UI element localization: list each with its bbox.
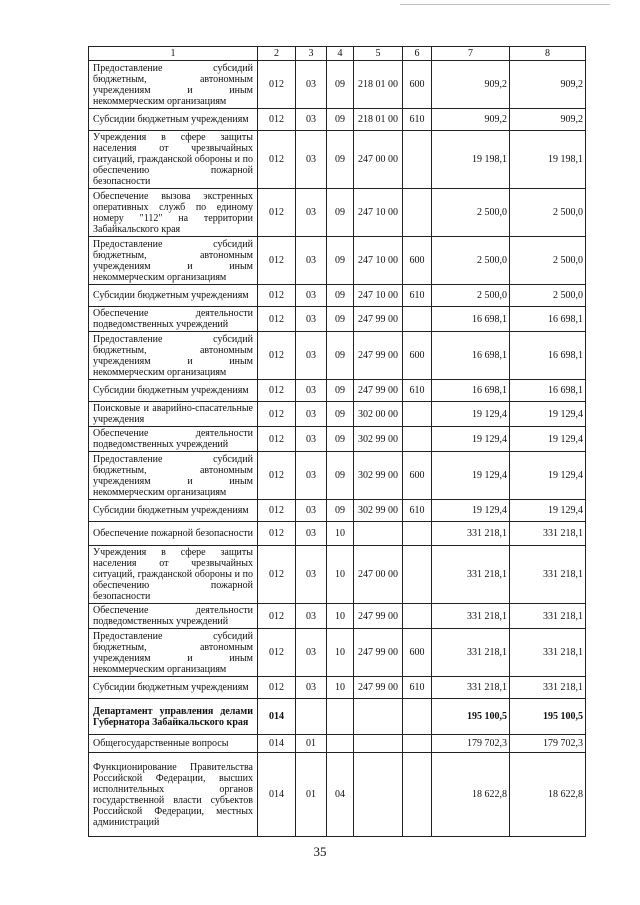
section-code-cell: 03 <box>296 109 327 131</box>
row-name-cell: Обеспечение деятельности подведомственных учреждений <box>89 427 258 452</box>
chapter-code-cell: 012 <box>258 546 296 604</box>
table-body <box>89 61 586 837</box>
amount-total-cell: 331 218,1 <box>510 604 586 629</box>
amount-cell: 19 129,4 <box>432 452 510 500</box>
table-row <box>89 189 586 237</box>
column-header: 5 <box>354 47 403 61</box>
expense-type-cell: 600 <box>403 629 432 677</box>
amount-cell: 19 129,4 <box>432 402 510 427</box>
amount-total-cell: 179 702,3 <box>510 735 586 753</box>
target-article-cell: 302 99 00 <box>354 500 403 522</box>
expense-type-cell <box>403 699 432 735</box>
column-header: 1 <box>89 47 258 61</box>
row-name-cell: Предоставление субсидий бюджетным, автономным учреждениям и иным некоммерческим организациям <box>89 237 258 285</box>
row-name-cell: Обеспечение пожарной безопасности <box>89 522 258 546</box>
section-code-cell: 03 <box>296 61 327 109</box>
column-header: 6 <box>403 47 432 61</box>
row-name-cell: Субсидии бюджетным учреждениям <box>89 285 258 307</box>
amount-total-cell: 19 129,4 <box>510 452 586 500</box>
amount-total-cell: 19 129,4 <box>510 402 586 427</box>
row-name-cell: Общегосударственные вопросы <box>89 735 258 753</box>
amount-total-cell: 2 500,0 <box>510 189 586 237</box>
amount-total-cell: 16 698,1 <box>510 380 586 402</box>
table-row <box>89 427 586 452</box>
chapter-code-cell: 012 <box>258 285 296 307</box>
section-code-cell: 03 <box>296 237 327 285</box>
expense-type-cell <box>403 735 432 753</box>
expense-type-cell: 600 <box>403 452 432 500</box>
amount-cell: 19 198,1 <box>432 131 510 189</box>
subsection-code-cell: 09 <box>327 61 354 109</box>
row-name-cell: Обеспечение деятельности подведомственных учреждений <box>89 604 258 629</box>
table-row <box>89 522 586 546</box>
expense-type-cell: 610 <box>403 285 432 307</box>
amount-total-cell: 16 698,1 <box>510 307 586 332</box>
amount-total-cell: 331 218,1 <box>510 629 586 677</box>
section-code-cell: 03 <box>296 380 327 402</box>
section-code-cell <box>296 699 327 735</box>
target-article-cell <box>354 753 403 837</box>
section-code-cell: 03 <box>296 402 327 427</box>
target-article-cell <box>354 735 403 753</box>
subsection-code-cell: 09 <box>327 307 354 332</box>
row-name-cell: Обеспечение деятельности подведомственных учреждений <box>89 307 258 332</box>
amount-total-cell: 19 198,1 <box>510 131 586 189</box>
row-name-cell: Предоставление субсидий бюджетным, автономным учреждениям и иным некоммерческим организациям <box>89 629 258 677</box>
section-code-cell: 03 <box>296 332 327 380</box>
subsection-code-cell: 09 <box>327 285 354 307</box>
column-header: 7 <box>432 47 510 61</box>
row-name-cell: Учреждения в сфере защиты населения от чрезвычайных ситуаций, гражданской обороны и по обеспечению пожарной безопасности <box>89 131 258 189</box>
chapter-code-cell: 012 <box>258 500 296 522</box>
chapter-code-cell: 012 <box>258 109 296 131</box>
amount-cell: 179 702,3 <box>432 735 510 753</box>
budget-table <box>88 46 586 837</box>
table-row <box>89 285 586 307</box>
amount-cell: 2 500,0 <box>432 285 510 307</box>
row-name-cell: Учреждения в сфере защиты населения от чрезвычайных ситуаций, гражданской обороны и по обеспечению пожарной безопасности <box>89 546 258 604</box>
amount-total-cell: 16 698,1 <box>510 332 586 380</box>
target-article-cell: 302 99 00 <box>354 427 403 452</box>
chapter-code-cell: 012 <box>258 380 296 402</box>
expense-type-cell <box>403 307 432 332</box>
table-row <box>89 131 586 189</box>
amount-total-cell: 2 500,0 <box>510 285 586 307</box>
table-row <box>89 452 586 500</box>
table-row <box>89 61 586 109</box>
target-article-cell: 247 99 00 <box>354 380 403 402</box>
chapter-code-cell: 012 <box>258 629 296 677</box>
subsection-code-cell: 10 <box>327 604 354 629</box>
table-row <box>89 307 586 332</box>
table-row <box>89 332 586 380</box>
target-article-cell: 247 99 00 <box>354 332 403 380</box>
target-article-cell: 247 99 00 <box>354 604 403 629</box>
subsection-code-cell: 09 <box>327 109 354 131</box>
target-article-cell: 247 00 00 <box>354 131 403 189</box>
chapter-code-cell: 012 <box>258 237 296 285</box>
expense-type-cell <box>403 522 432 546</box>
amount-total-cell: 909,2 <box>510 61 586 109</box>
target-article-cell: 218 01 00 <box>354 61 403 109</box>
section-code-cell: 03 <box>296 189 327 237</box>
table-row <box>89 237 586 285</box>
page-number: 35 <box>313 844 327 859</box>
amount-total-cell: 195 100,5 <box>510 699 586 735</box>
row-name-cell: Субсидии бюджетным учреждениям <box>89 109 258 131</box>
expense-type-cell <box>403 402 432 427</box>
subsection-code-cell: 10 <box>327 522 354 546</box>
table-row <box>89 753 586 837</box>
section-code-cell: 03 <box>296 500 327 522</box>
section-code-cell: 03 <box>296 522 327 546</box>
section-code-cell: 03 <box>296 285 327 307</box>
row-name-cell: Предоставление субсидий бюджетным, автономным учреждениям и иным некоммерческим организациям <box>89 332 258 380</box>
amount-total-cell: 19 129,4 <box>510 500 586 522</box>
scan-edge-mark <box>400 4 610 7</box>
column-header: 8 <box>510 47 586 61</box>
table-row <box>89 604 586 629</box>
section-code-cell: 03 <box>296 604 327 629</box>
subsection-code-cell <box>327 735 354 753</box>
target-article-cell: 302 99 00 <box>354 452 403 500</box>
subsection-code-cell: 09 <box>327 237 354 285</box>
table-header-row <box>89 47 586 61</box>
amount-cell: 909,2 <box>432 109 510 131</box>
amount-total-cell: 19 129,4 <box>510 427 586 452</box>
amount-cell: 909,2 <box>432 61 510 109</box>
chapter-code-cell: 012 <box>258 61 296 109</box>
row-name-cell: Субсидии бюджетным учреждениям <box>89 677 258 699</box>
section-code-cell: 03 <box>296 677 327 699</box>
subsection-code-cell: 09 <box>327 380 354 402</box>
amount-total-cell: 331 218,1 <box>510 522 586 546</box>
subsection-code-cell: 09 <box>327 402 354 427</box>
amount-cell: 331 218,1 <box>432 522 510 546</box>
row-name-cell: Субсидии бюджетным учреждениям <box>89 500 258 522</box>
chapter-code-cell: 012 <box>258 677 296 699</box>
target-article-cell: 302 00 00 <box>354 402 403 427</box>
amount-cell: 331 218,1 <box>432 546 510 604</box>
amount-cell: 2 500,0 <box>432 189 510 237</box>
subsection-code-cell: 10 <box>327 546 354 604</box>
table-row <box>89 402 586 427</box>
subsection-code-cell: 09 <box>327 131 354 189</box>
section-code-cell: 03 <box>296 452 327 500</box>
section-code-cell: 01 <box>296 735 327 753</box>
target-article-cell: 247 10 00 <box>354 237 403 285</box>
amount-cell: 331 218,1 <box>432 604 510 629</box>
row-name-cell: Функционирование Правительства Российской Федерации, высших исполнительных органов государственной власти субъектов Российской Федерации, местных администраций <box>89 753 258 837</box>
expense-type-cell: 600 <box>403 237 432 285</box>
table-row <box>89 109 586 131</box>
expense-type-cell <box>403 427 432 452</box>
chapter-code-cell: 012 <box>258 452 296 500</box>
chapter-code-cell: 012 <box>258 332 296 380</box>
table-row <box>89 677 586 699</box>
row-name-cell: Поисковые и аварийно-спасательные учреждения <box>89 402 258 427</box>
subsection-code-cell: 09 <box>327 189 354 237</box>
row-name-cell: Предоставление субсидий бюджетным, автономным учреждениям и иным некоммерческим организациям <box>89 452 258 500</box>
subsection-code-cell: 04 <box>327 753 354 837</box>
amount-total-cell: 18 622,8 <box>510 753 586 837</box>
row-name-cell: Субсидии бюджетным учреждениям <box>89 380 258 402</box>
amount-cell: 16 698,1 <box>432 380 510 402</box>
section-code-cell: 03 <box>296 629 327 677</box>
chapter-code-cell: 014 <box>258 735 296 753</box>
amount-total-cell: 331 218,1 <box>510 546 586 604</box>
subsection-code-cell: 09 <box>327 332 354 380</box>
expense-type-cell: 600 <box>403 332 432 380</box>
subsection-code-cell: 10 <box>327 677 354 699</box>
chapter-code-cell: 012 <box>258 189 296 237</box>
amount-total-cell: 331 218,1 <box>510 677 586 699</box>
row-name-cell: Обеспечение вызова экстренных оперативных служб по единому номеру "112" на территории Забайкальского края <box>89 189 258 237</box>
target-article-cell: 247 10 00 <box>354 285 403 307</box>
subsection-code-cell: 09 <box>327 427 354 452</box>
row-name-cell: Департамент управления делами Губернатора Забайкальского края <box>89 699 258 735</box>
expense-type-cell <box>403 546 432 604</box>
amount-cell: 16 698,1 <box>432 332 510 380</box>
amount-cell: 2 500,0 <box>432 237 510 285</box>
expense-type-cell: 610 <box>403 500 432 522</box>
subsection-code-cell: 09 <box>327 452 354 500</box>
amount-cell: 331 218,1 <box>432 677 510 699</box>
subsection-code-cell <box>327 699 354 735</box>
amount-cell: 19 129,4 <box>432 427 510 452</box>
table-row <box>89 735 586 753</box>
chapter-code-cell: 012 <box>258 307 296 332</box>
target-article-cell: 247 99 00 <box>354 307 403 332</box>
target-article-cell: 247 00 00 <box>354 546 403 604</box>
expense-type-cell <box>403 189 432 237</box>
expense-type-cell <box>403 131 432 189</box>
column-header: 2 <box>258 47 296 61</box>
target-article-cell <box>354 522 403 546</box>
target-article-cell: 247 10 00 <box>354 189 403 237</box>
amount-total-cell: 909,2 <box>510 109 586 131</box>
subsection-code-cell: 10 <box>327 629 354 677</box>
expense-type-cell: 610 <box>403 109 432 131</box>
amount-cell: 16 698,1 <box>432 307 510 332</box>
target-article-cell <box>354 699 403 735</box>
section-code-cell: 03 <box>296 427 327 452</box>
amount-cell: 331 218,1 <box>432 629 510 677</box>
chapter-code-cell: 012 <box>258 427 296 452</box>
chapter-code-cell: 014 <box>258 699 296 735</box>
chapter-code-cell: 012 <box>258 131 296 189</box>
amount-cell: 18 622,8 <box>432 753 510 837</box>
target-article-cell: 247 99 00 <box>354 677 403 699</box>
table-row <box>89 629 586 677</box>
amount-cell: 19 129,4 <box>432 500 510 522</box>
section-code-cell: 03 <box>296 131 327 189</box>
amount-cell: 195 100,5 <box>432 699 510 735</box>
amount-total-cell: 2 500,0 <box>510 237 586 285</box>
expense-type-cell <box>403 753 432 837</box>
table-row <box>89 699 586 735</box>
section-code-cell: 03 <box>296 307 327 332</box>
section-code-cell: 01 <box>296 753 327 837</box>
expense-type-cell: 600 <box>403 61 432 109</box>
chapter-code-cell: 012 <box>258 604 296 629</box>
row-name-cell: Предоставление субсидий бюджетным, автономным учреждениям и иным некоммерческим организациям <box>89 61 258 109</box>
table-row <box>89 500 586 522</box>
expense-type-cell <box>403 604 432 629</box>
target-article-cell: 218 01 00 <box>354 109 403 131</box>
subsection-code-cell: 09 <box>327 500 354 522</box>
table-row <box>89 546 586 604</box>
column-header: 4 <box>327 47 354 61</box>
section-code-cell: 03 <box>296 546 327 604</box>
chapter-code-cell: 014 <box>258 753 296 837</box>
table-row <box>89 380 586 402</box>
chapter-code-cell: 012 <box>258 402 296 427</box>
column-header: 3 <box>296 47 327 61</box>
target-article-cell: 247 99 00 <box>354 629 403 677</box>
expense-type-cell: 610 <box>403 677 432 699</box>
expense-type-cell: 610 <box>403 380 432 402</box>
chapter-code-cell: 012 <box>258 522 296 546</box>
